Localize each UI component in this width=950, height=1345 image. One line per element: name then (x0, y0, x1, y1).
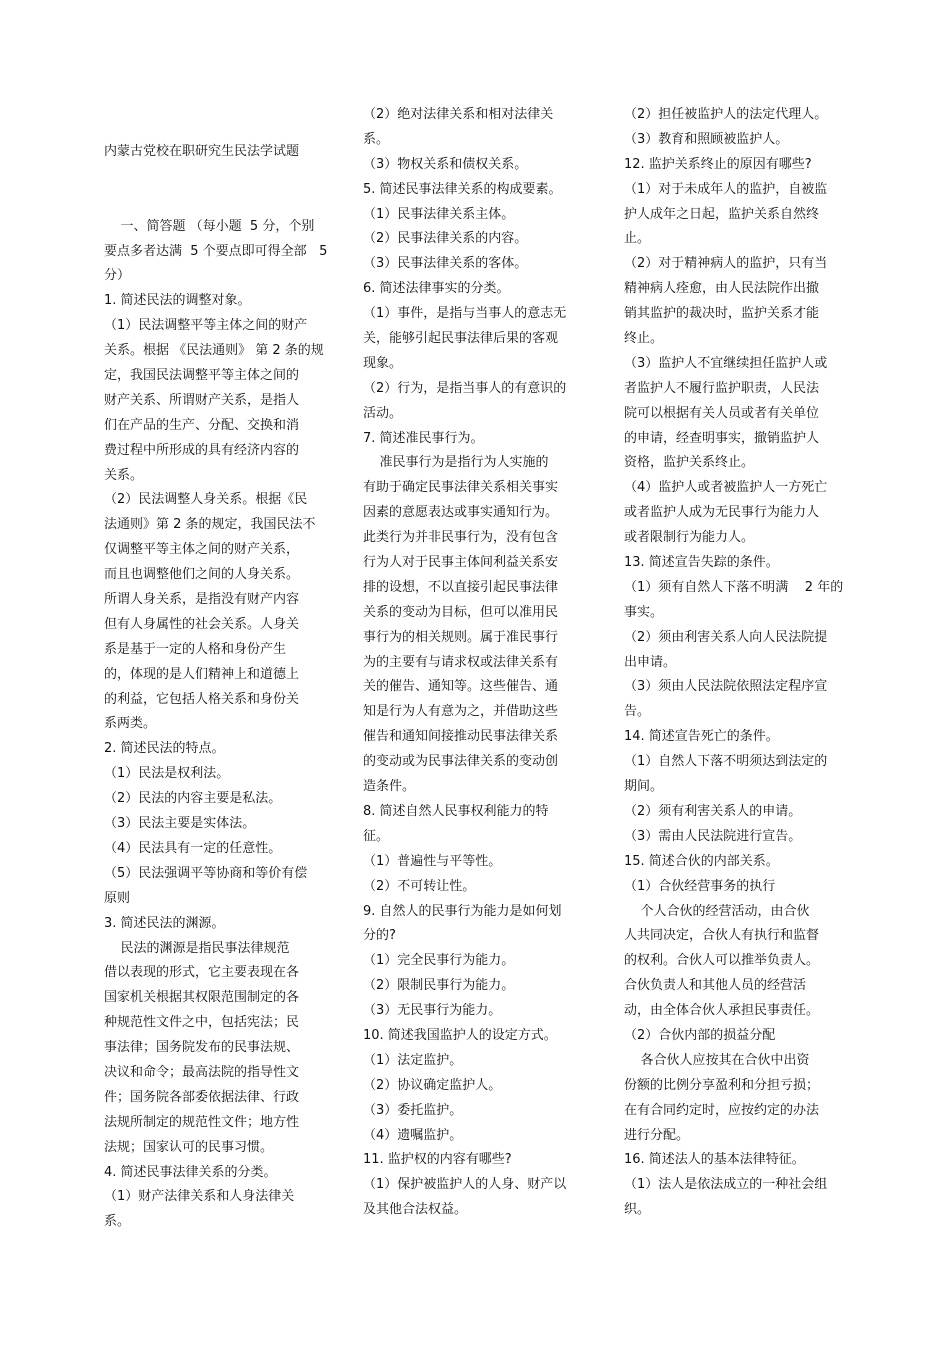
text-line: 的利益，它包括人格关系和身份关 (104, 691, 300, 707)
text-line: 关的催告、通知等。这些催告、通 (363, 679, 559, 695)
text-line: 准民事行为是指行为人实施的 (363, 455, 549, 471)
text-line (104, 165, 327, 190)
text-line: 此类行为并非民事行为，没有包含 (363, 530, 559, 546)
text-line: 出申请。 (624, 654, 677, 670)
text-line: 终止。 (624, 331, 664, 347)
text-line: （2）民法的内容主要是私法。 (104, 791, 282, 807)
text-line: （2）民事法律关系的内容。 (363, 231, 528, 247)
text-column-middle (363, 103, 566, 1223)
text-line: 系。 (104, 1214, 131, 1230)
text-line: 个人合伙的经营活动，由合伙 (624, 903, 810, 919)
text-line: （5）民法强调平等协商和等价有偿 (104, 865, 308, 881)
text-line: （1）须有自然人下落不明满 2 年的 (624, 579, 844, 595)
text-line: 16. 简述法人的基本法律特征。 (624, 1152, 805, 1168)
text-line: 费过程中所形成的具有经济内容的 (104, 442, 300, 458)
text-line: （2）对于精神病人的监护，只有当 (624, 256, 828, 272)
text-line: （2）限制民事行为能力。 (363, 978, 515, 994)
text-line: （1）民法是权利法。 (104, 766, 230, 782)
text-line: 的变动或为民事法律关系的变动创 (363, 754, 559, 770)
text-line: （3）物权关系和债权关系。 (363, 156, 528, 172)
text-line: 合伙负责人和其他人员的经营活 (624, 978, 807, 994)
text-line: 系两类。 (104, 716, 157, 732)
text-line: 人共同决定，合伙人有执行和监督 (624, 928, 820, 944)
text-line: 现象。 (363, 355, 403, 371)
text-line: 种规范性文件之中，包括宪法；民 (104, 1015, 300, 1031)
text-line: （1）完全民事行为能力。 (363, 953, 515, 969)
text-line: 民法的渊源是指民事法律规范 (104, 940, 290, 956)
text-line: 在有合同约定时，应按约定的办法 (624, 1102, 820, 1118)
text-line: 5. 简述民事法律关系的构成要素。 (363, 181, 562, 197)
text-line: （3）无民事行为能力。 (363, 1003, 502, 1019)
text-line: 12. 监护关系终止的原因有哪些? (624, 156, 812, 172)
text-line: （2）民法调整人身关系。根据《民 (104, 492, 308, 508)
text-line: 关系。 (104, 467, 144, 483)
text-line: 件；国务院各部委依据法律、行政 (104, 1089, 300, 1105)
text-line: 法规所制定的规范性文件；地方性 (104, 1114, 300, 1130)
text-line: （4）监护人或者被监护人一方死亡 (624, 480, 828, 496)
text-line: 系是基于一定的人格和身份产生 (104, 641, 287, 657)
text-line: （4）民法具有一定的任意性。 (104, 840, 282, 856)
text-line: （1）保护被监护人的人身、财产以 (363, 1177, 567, 1193)
text-line: （3）监护人不宜继续担任监护人或 (624, 355, 828, 371)
text-line: 系。 (363, 131, 390, 147)
text-line: 征。 (363, 828, 390, 844)
text-line: （2）协议确定监护人。 (363, 1077, 502, 1093)
text-line: 及其他合法权益。 (363, 1202, 468, 1218)
text-line: （1）法定监护。 (363, 1052, 463, 1068)
text-line: （1）合伙经营事务的执行 (624, 878, 776, 894)
text-line: 止。 (624, 231, 651, 247)
text-line: （1）对于未成年人的监护，自被监 (624, 181, 828, 197)
text-line: （1）自然人下落不明须达到法定的 (624, 754, 828, 770)
text-line: 织。 (624, 1202, 651, 1218)
text-line: 2. 简述民法的特点。 (104, 741, 225, 757)
text-line: 关系。根据 《民法通则》 第 2 条的规 (104, 343, 324, 359)
text-line: 6. 简述法律事实的分类。 (363, 281, 510, 297)
text-line: 而且也调整他们之间的人身关系。 (104, 567, 300, 583)
text-line: （1）法人是依法成立的一种社会组 (624, 1177, 828, 1193)
text-line: 活动。 (363, 405, 403, 421)
text-line: 事行为的相关规则。属于准民事行 (363, 629, 559, 645)
text-line: 9. 自然人的民事行为能力是如何划 (363, 903, 562, 919)
text-line: （3）委托监护。 (363, 1102, 463, 1118)
text-line: （4）遗嘱监护。 (363, 1127, 463, 1143)
text-line: 排的设想，不以直接引起民事法律 (363, 579, 559, 595)
text-line: 或者监护人成为无民事行为能力人 (624, 505, 820, 521)
text-line: 8. 简述自然人民事权利能力的特 (363, 803, 549, 819)
text-line: （2）绝对法律关系和相对法律关 (363, 107, 554, 122)
text-line: 为的主要有与请求权或法律关系有 (363, 654, 559, 670)
text-line: （1）事件，是指与当事人的意志无 (363, 306, 567, 322)
text-line: 因素的意愿表达或事实通知行为。 (363, 505, 559, 521)
text-column-left (104, 140, 327, 1235)
text-line: 仅调整平等主体之间的财产关系， (104, 542, 300, 558)
text-line: （2）担任被监护人的法定代理人。 (624, 107, 828, 122)
text-line: 分） (104, 268, 131, 284)
text-line: （3）需由人民法院进行宣告。 (624, 828, 802, 844)
text-line: 法通则》第 2 条的规定，我国民法不 (104, 517, 316, 533)
text-line: 或者限制行为能力人。 (624, 530, 755, 546)
text-line: 动，由全体合伙人承担民事责任。 (624, 1003, 820, 1019)
text-line: （3）民法主要是实体法。 (104, 816, 256, 832)
text-line: 的权利。合伙人可以推举负责人。 (624, 953, 820, 969)
text-line: 决议和命令；最高法院的指导性文 (104, 1064, 300, 1080)
text-line: 各合伙人应按其在合伙中出资 (624, 1052, 810, 1068)
text-line: 知是行为人有意为之，并借助这些 (363, 704, 559, 720)
text-line: 一、简答题 （每小题 5 分，个别 (104, 218, 315, 234)
text-line: 10. 简述我国监护人的设定方式。 (363, 1027, 557, 1043)
text-line: 的申请，经查明事实，撤销监护人 (624, 430, 820, 446)
text-line: 要点多者达满 5 个要点即可得全部 5 (104, 243, 328, 259)
text-line: 财产关系、所谓财产关系，是指人 (104, 392, 300, 408)
text-line: 销其监护的裁决时，监护关系才能 (624, 306, 820, 322)
text-line: 事法律；国务院发布的民事法规、 (104, 1040, 300, 1056)
text-column-right (624, 103, 843, 1223)
text-line: 关，能够引起民事法律后果的客观 (363, 331, 559, 347)
text-line: 所谓人身关系，是指没有财产内容 (104, 592, 300, 608)
text-line: 原则 (104, 890, 131, 906)
text-line: 内蒙古党校在职研究生民法学试题 (104, 144, 300, 159)
text-line (104, 190, 327, 215)
text-line: （3）教育和照顾被监护人。 (624, 131, 789, 147)
text-line: （2）须有利害关系人的申请。 (624, 803, 802, 819)
text-line: 院可以根据有关人员或者有关单位 (624, 405, 820, 421)
text-line: （2）不可转让性。 (363, 878, 476, 894)
text-line: 资格，监护关系终止。 (624, 455, 755, 471)
text-line: 关系的变动为目标，但可以准用民 (363, 604, 559, 620)
text-line: 告。 (624, 704, 651, 720)
text-line: 4. 简述民事法律关系的分类。 (104, 1164, 277, 1180)
text-line: 法规；国家认可的民事习惯。 (104, 1139, 274, 1155)
text-line: （2）须由利害关系人向人民法院提 (624, 629, 828, 645)
text-line: 者监护人不履行监护职责，人民法 (624, 380, 820, 396)
text-line: （2）行为，是指当事人的有意识的 (363, 380, 567, 396)
text-line: 精神病人痊愈，由人民法院作出撤 (624, 281, 820, 297)
text-line: （1）财产法律关系和人身法律关 (104, 1189, 295, 1205)
text-line: （1）普遍性与平等性。 (363, 853, 502, 869)
text-line: （1）民事法律关系主体。 (363, 206, 515, 222)
text-line: 的，体现的是人们精神上和道德上 (104, 666, 300, 682)
text-line: 1. 简述民法的调整对象。 (104, 293, 251, 309)
text-line: 分的? (363, 928, 396, 944)
text-line: 事实。 (624, 604, 664, 620)
text-line: 定，我国民法调整平等主体之间的 (104, 368, 300, 384)
text-line: 行为人对于民事主体间利益关系安 (363, 555, 559, 571)
text-line: 国家机关根据其权限范围制定的各 (104, 990, 300, 1006)
text-line: （1）民法调整平等主体之间的财产 (104, 318, 308, 334)
text-line: 15. 简述合伙的内部关系。 (624, 853, 779, 869)
text-line: （3）民事法律关系的客体。 (363, 256, 528, 272)
text-line: 份额的比例分享盈利和分担亏损； (624, 1077, 820, 1093)
text-line: 造条件。 (363, 779, 416, 795)
text-line: 们在产品的生产、分配、交换和消 (104, 417, 300, 433)
text-line: （2）合伙内部的损益分配 (624, 1027, 776, 1043)
text-line: 借以表现的形式，它主要表现在各 (104, 965, 300, 981)
text-line: 11. 监护权的内容有哪些? (363, 1152, 512, 1168)
text-line: 进行分配。 (624, 1127, 690, 1143)
text-line: （3）须由人民法院依照法定程序宣 (624, 679, 828, 695)
text-line: 期间。 (624, 779, 664, 795)
text-line: 7. 简述准民事行为。 (363, 430, 484, 446)
text-line: 催告和通知间接推动民事法律关系 (363, 729, 559, 745)
text-line: 护人成年之日起，监护关系自然终 (624, 206, 820, 222)
text-line: 3. 简述民法的渊源。 (104, 915, 225, 931)
text-line: 但有人身属性的社会关系。人身关 (104, 616, 300, 632)
text-line: 有助于确定民事法律关系相关事实 (363, 480, 559, 496)
text-line: 13. 简述宣告失踪的条件。 (624, 555, 779, 571)
text-line: 14. 简述宣告死亡的条件。 (624, 729, 779, 745)
